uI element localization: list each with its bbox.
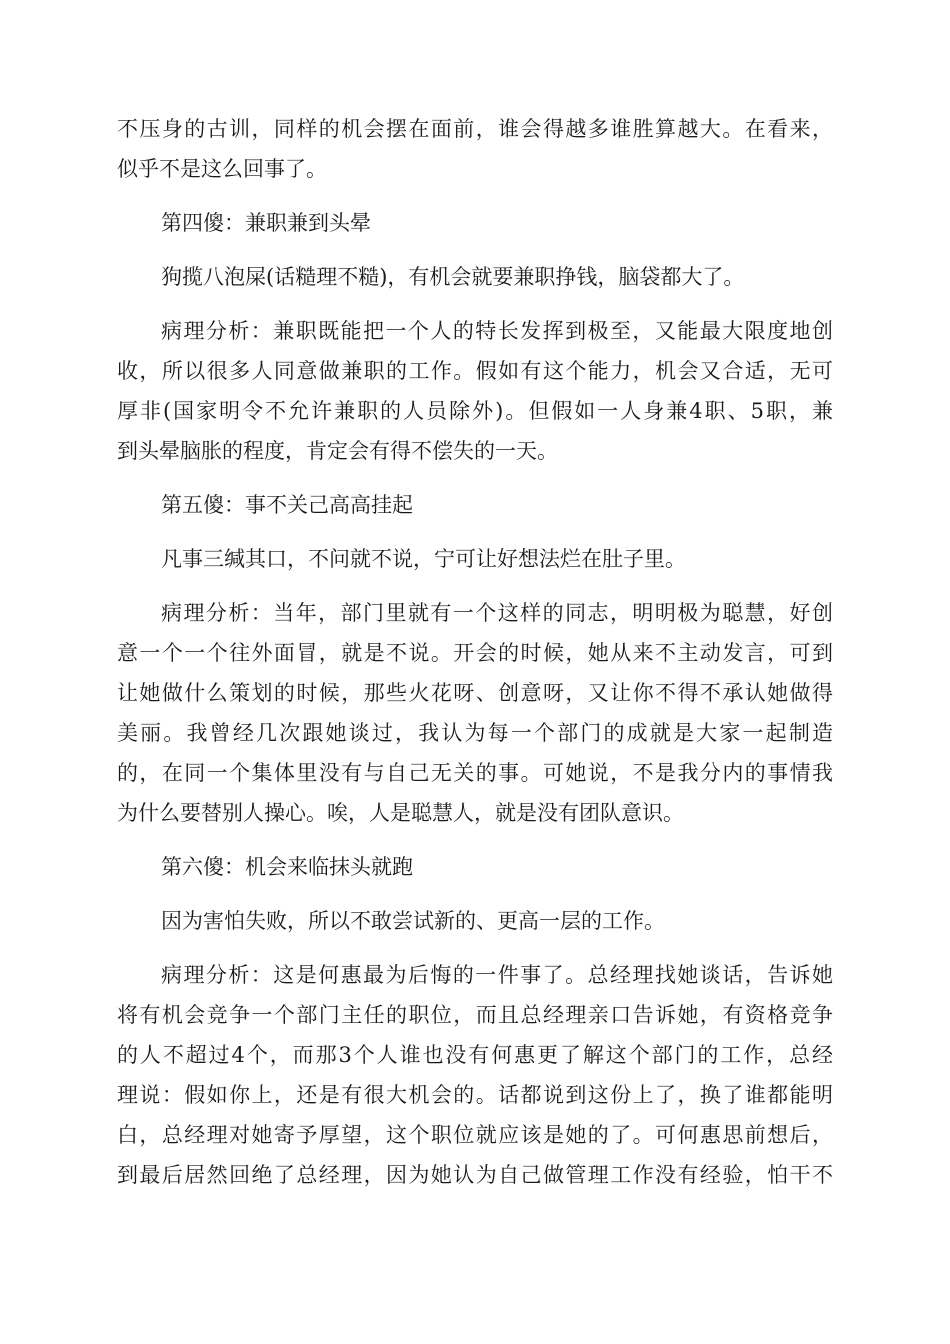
text-line: 病理分析：兼职既能把一个人的特长发挥到极至，又能最大限度地创 (161, 319, 833, 343)
section-heading: 第六傻：机会来临抹头就跑 (161, 855, 413, 879)
section-heading: 第五傻：事不关己高高挂起 (161, 493, 413, 517)
text-line: 美丽。我曾经几次跟她谈过，我认为每一个部门的成就是大家一起制造 (117, 721, 833, 745)
text-line: 收，所以很多人同意做兼职的工作。假如有这个能力，机会又合适，无可 (117, 359, 833, 383)
text-line: 厚非(国家明令不允许兼职的人员除外)。但假如一人身兼4职、5职，兼 (117, 399, 833, 423)
section-heading: 第四傻：兼职兼到头晕 (161, 211, 371, 235)
text-line: 似乎不是这么回事了。 (117, 157, 327, 181)
text-line: 为什么要替别人操心。唉，人是聪慧人，就是没有团队意识。 (117, 801, 684, 825)
text-line: 到头晕脑胀的程度，肯定会有得不偿失的一天。 (117, 439, 558, 463)
text-line: 病理分析：这是何惠最为后悔的一件事了。总经理找她谈话，告诉她 (161, 963, 833, 987)
text-line: 的人不超过4个，而那3个人谁也没有何惠更了解这个部门的工作，总经 (117, 1043, 833, 1067)
text-line: 病理分析：当年，部门里就有一个这样的同志，明明极为聪慧，好创 (161, 601, 833, 625)
text-line: 因为害怕失败，所以不敢尝试新的、更高一层的工作。 (161, 909, 665, 933)
text-line: 不压身的古训，同样的机会摆在面前，谁会得越多谁胜算越大。在看来， (117, 117, 833, 141)
text-line: 让她做什么策划的时候，那些火花呀、创意呀，又让你不得不承认她做得 (117, 681, 833, 705)
text-line: 狗揽八泡屎(话糙理不糙)，有机会就要兼职挣钱，脑袋都大了。 (161, 265, 745, 289)
text-line: 理说：假如你上，还是有很大机会的。话都说到这份上了，换了谁都能明 (117, 1083, 833, 1107)
text-line: 的，在同一个集体里没有与自己无关的事。可她说，不是我分内的事情我 (117, 761, 833, 785)
text-line: 意一个一个往外面冒，就是不说。开会的时候，她从来不主动发言，可到 (117, 641, 833, 665)
text-line: 凡事三缄其口，不问就不说，宁可让好想法烂在肚子里。 (161, 547, 686, 571)
text-line: 白，总经理对她寄予厚望，这个职位就应该是她的了。可何惠思前想后， (117, 1123, 833, 1147)
text-line: 将有机会竞争一个部门主任的职位，而且总经理亲口告诉她，有资格竞争 (117, 1003, 833, 1027)
text-line: 到最后居然回绝了总经理，因为她认为自己做管理工作没有经验，怕干不 (117, 1163, 833, 1187)
